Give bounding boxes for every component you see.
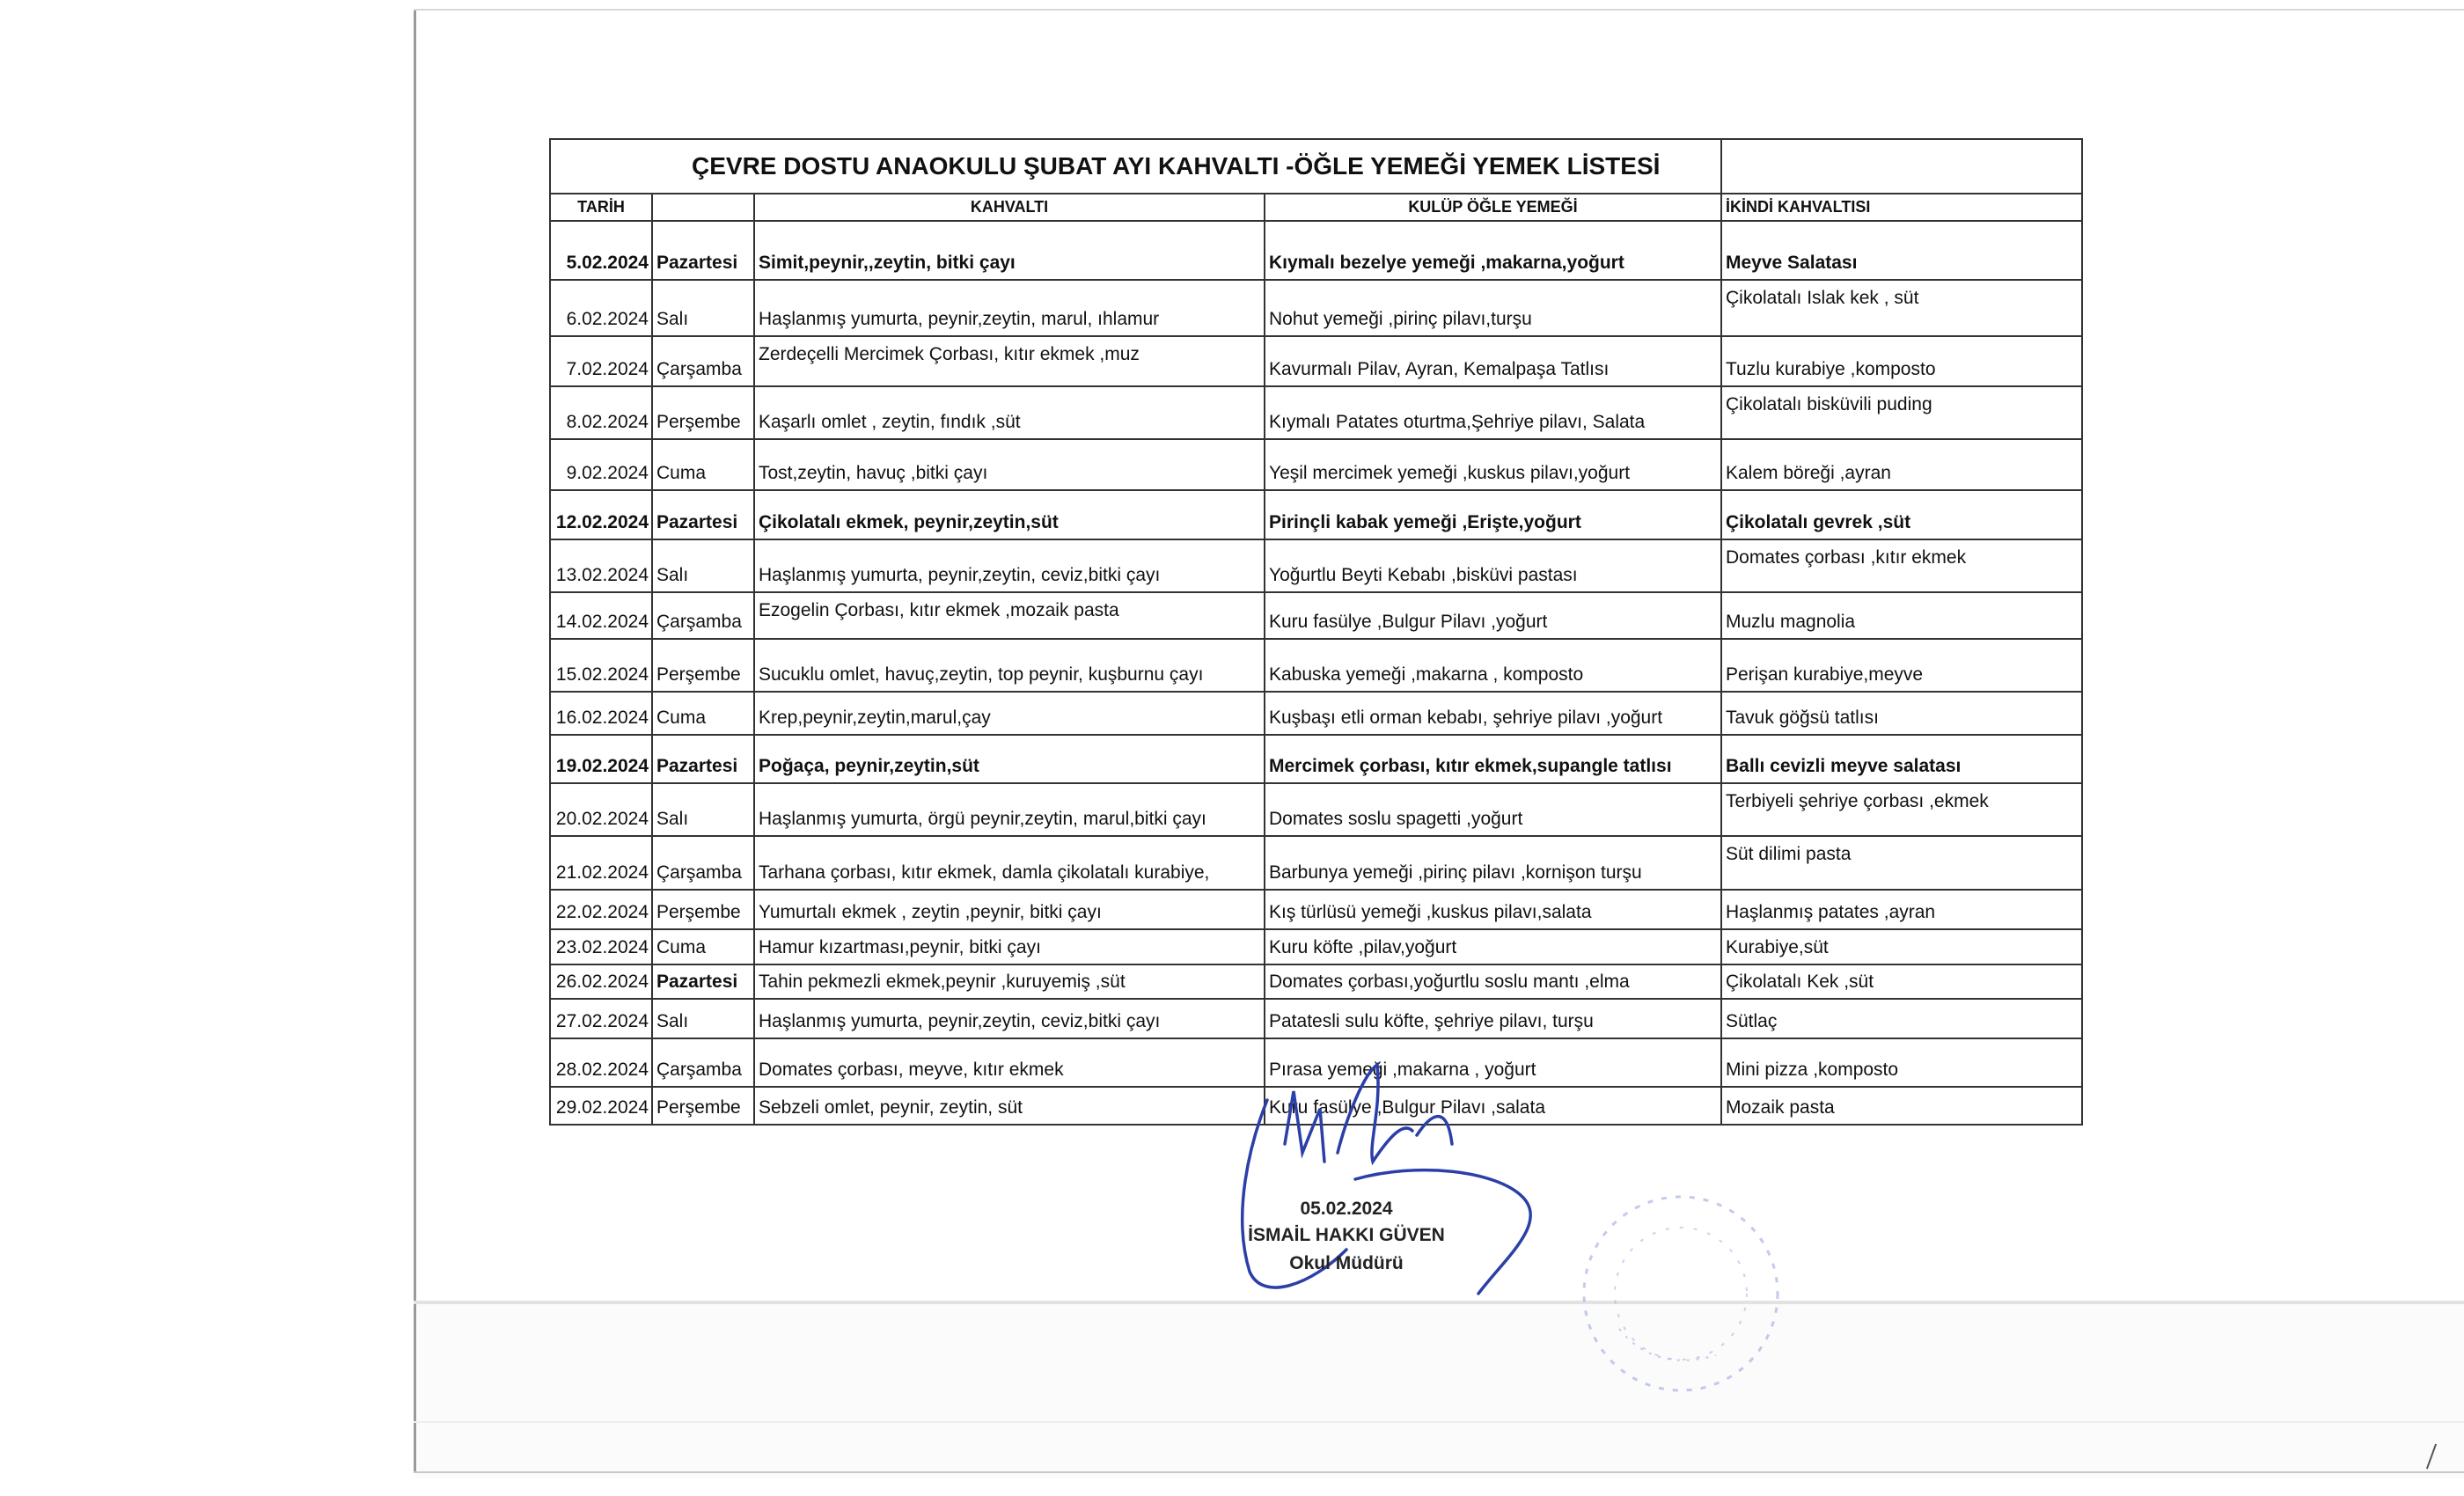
afternoon-cell: Kurabiye,süt [1721,929,2082,964]
lunch-cell: Pırasa yemeği ,makarna , yoğurt [1265,1038,1721,1087]
breakfast-cell: Hamur kızartması,peynir, bitki çayı [754,929,1265,964]
afternoon-cell: Domates çorbası ,kıtır ekmek [1721,539,2082,592]
date-cell: 8.02.2024 [550,386,652,439]
table-row [550,890,2082,929]
date-cell: 16.02.2024 [550,692,652,735]
afternoon-cell: Çikolatalı gevrek ,süt [1721,490,2082,539]
header-breakfast: KAHVALTI [754,194,1265,221]
date-cell: 26.02.2024 [550,964,652,999]
afternoon-cell: Sütlaç [1721,999,2082,1038]
afternoon-cell: Terbiyeli şehriye çorbası ,ekmek [1721,783,2082,836]
lunch-cell: Nohut yemeği ,pirinç pilavı,turşu [1265,280,1721,336]
breakfast-cell: Poğaça, peynir,zeytin,süt [754,735,1265,783]
afternoon-cell: Tavuk göğsü tatlısı [1721,692,2082,735]
date-cell: 6.02.2024 [550,280,652,336]
day-cell: Çarşamba [652,1038,754,1087]
page-bottom-shade [416,1304,2464,1478]
day-cell: Salı [652,999,754,1038]
day-cell: Cuma [652,929,754,964]
table-row [550,735,2082,783]
lunch-cell: Domates çorbası,yoğurtlu soslu mantı ,elma [1265,964,1721,999]
bottom-edge-line [414,1471,2464,1473]
date-cell: 21.02.2024 [550,836,652,890]
lunch-cell: Kıymalı bezelye yemeği ,makarna,yoğurt [1265,221,1721,280]
document-title: ÇEVRE DOSTU ANAOKULU ŞUBAT AYI KAHVALTI -ÖĞLE YEMEĞİ YEMEK LİSTESİ [550,139,1721,194]
bottom-line [414,1421,2464,1423]
breakfast-cell: Haşlanmış yumurta, örgü peynir,zeytin, marul,bitki çayı [754,783,1265,836]
lunch-cell: Pirinçli kabak yemeği ,Erişte,yoğurt [1265,490,1721,539]
lunch-cell: Kuru fasülye ,Bulgur Pilavı ,salata [1265,1087,1721,1125]
date-cell: 23.02.2024 [550,929,652,964]
table-row [550,964,2082,999]
breakfast-cell: Sebzeli omlet, peynir, zeytin, süt [754,1087,1265,1125]
breakfast-cell: Çikolatalı ekmek, peynir,zeytin,süt [754,490,1265,539]
afternoon-cell: Haşlanmış patates ,ayran [1721,890,2082,929]
breakfast-cell: Domates çorbası, meyve, kıtır ekmek [754,1038,1265,1087]
breakfast-cell: Kaşarlı omlet , zeytin, fındık ,süt [754,386,1265,439]
table-row [550,692,2082,735]
afternoon-cell: Meyve Salatası [1721,221,2082,280]
lunch-cell: Domates soslu spagetti ,yoğurt [1265,783,1721,836]
afternoon-cell: Süt dilimi pasta [1721,836,2082,890]
breakfast-cell: Haşlanmış yumurta, peynir,zeytin, ceviz,bitki çayı [754,999,1265,1038]
date-cell: 19.02.2024 [550,735,652,783]
scan-edge-top [414,9,2464,11]
afternoon-cell: Perişan kurabiye,meyve [1721,639,2082,692]
table-row [550,386,2082,439]
date-cell: 9.02.2024 [550,439,652,490]
signatory-title: Okul Müdürü [1289,1253,1404,1273]
lunch-cell: Kuru fasülye ,Bulgur Pilavı ,yoğurt [1265,592,1721,639]
day-cell: Çarşamba [652,592,754,639]
afternoon-cell: Muzlu magnolia [1721,592,2082,639]
school-stamp [1566,1179,1795,1408]
table-row [550,221,2082,280]
date-cell: 14.02.2024 [550,592,652,639]
afternoon-cell: Tuzlu kurabiye ,komposto [1721,336,2082,386]
header-day [652,194,754,221]
day-cell: Salı [652,783,754,836]
day-cell: Perşembe [652,1087,754,1125]
lunch-cell: Kuşbaşı etli orman kebabı, şehriye pilavı ,yoğurt [1265,692,1721,735]
date-cell: 12.02.2024 [550,490,652,539]
day-cell: Çarşamba [652,336,754,386]
date-cell: 7.02.2024 [550,336,652,386]
afternoon-cell: Çikolatalı Islak kek , süt [1721,280,2082,336]
day-cell: Pazartesi [652,735,754,783]
table-row [550,336,2082,386]
lunch-cell: Kuru köfte ,pilav,yoğurt [1265,929,1721,964]
date-cell: 27.02.2024 [550,999,652,1038]
breakfast-cell: Yumurtalı ekmek , zeytin ,peynir, bitki çayı [754,890,1265,929]
scan-edge-left [414,11,416,1471]
day-cell: Perşembe [652,639,754,692]
date-cell: 29.02.2024 [550,1087,652,1125]
date-cell: 22.02.2024 [550,890,652,929]
lunch-cell: Kabuska yemeği ,makarna , komposto [1265,639,1721,692]
breakfast-cell: Tost,zeytin, havuç ,bitki çayı [754,439,1265,490]
table-row [550,929,2082,964]
afternoon-cell: Mini pizza ,komposto [1721,1038,2082,1087]
day-cell: Perşembe [652,386,754,439]
day-cell: Cuma [652,439,754,490]
breakfast-cell: Krep,peynir,zeytin,marul,çay [754,692,1265,735]
day-cell: Pazartesi [652,964,754,999]
afternoon-cell: Çikolatalı Kek ,süt [1721,964,2082,999]
lunch-cell: Kavurmalı Pilav, Ayran, Kemalpaşa Tatlısı [1265,336,1721,386]
table-row [550,439,2082,490]
lunch-cell: Patatesli sulu köfte, şehriye pilavı, turşu [1265,999,1721,1038]
afternoon-cell: Çikolatalı bisküvili puding [1721,386,2082,439]
lunch-cell: Yeşil mercimek yemeği ,kuskus pilavı,yoğurt [1265,439,1721,490]
lunch-cell: Kıymalı Patates oturtma,Şehriye pilavı, Salata [1265,386,1721,439]
lunch-cell: Yoğurtlu Beyti Kebabı ,bisküvi pastası [1265,539,1721,592]
lunch-cell: Mercimek çorbası, kıtır ekmek,supangle tatlısı [1265,735,1721,783]
header-date: TARİH [550,194,652,221]
date-cell: 15.02.2024 [550,639,652,692]
table-row [550,280,2082,336]
day-cell: Pazartesi [652,490,754,539]
table-row [550,836,2082,890]
date-cell: 13.02.2024 [550,539,652,592]
breakfast-cell: Tahin pekmezli ekmek,peynir ,kuruyemiş ,süt [754,964,1265,999]
table-row [550,783,2082,836]
breakfast-cell: Simit,peynir,,zeytin, bitki çayı [754,221,1265,280]
day-cell: Pazartesi [652,221,754,280]
day-cell: Perşembe [652,890,754,929]
signatory-name: İSMAİL HAKKI GÜVEN [1248,1225,1445,1245]
date-cell: 20.02.2024 [550,783,652,836]
breakfast-cell: Tarhana çorbası, kıtır ekmek, damla çikolatalı kurabiye, [754,836,1265,890]
breakfast-cell: Haşlanmış yumurta, peynir,zeytin, ceviz,bitki çayı [754,539,1265,592]
table-row [550,592,2082,639]
breakfast-cell: Haşlanmış yumurta, peynir,zeytin, marul, ıhlamur [754,280,1265,336]
breakfast-cell: Sucuklu omlet, havuç,zeytin, top peynir, kuşburnu çayı [754,639,1265,692]
day-cell: Cuma [652,692,754,735]
date-cell: 5.02.2024 [550,221,652,280]
afternoon-cell: Kalem böreği ,ayran [1721,439,2082,490]
menu-table [549,138,2083,1126]
title-empty-cell [1721,139,2082,194]
header-lunch: KULÜP ÖĞLE YEMEĞİ [1265,194,1721,221]
table-row [550,999,2082,1038]
afternoon-cell: Ballı cevizli meyve salatası [1721,735,2082,783]
afternoon-cell: Mozaik pasta [1721,1087,2082,1125]
header-row [550,194,2082,221]
day-cell: Salı [652,280,754,336]
day-cell: Çarşamba [652,836,754,890]
breakfast-cell: Ezogelin Çorbası, kıtır ekmek ,mozaik pasta [754,592,1265,639]
lunch-cell: Kış türlüsü yemeği ,kuskus pilavı,salata [1265,890,1721,929]
day-cell: Salı [652,539,754,592]
signature-date: 05.02.2024 [1300,1199,1393,1219]
table-row [550,639,2082,692]
lunch-cell: Barbunya yemeği ,pirinç pilavı ,kornişon turşu [1265,836,1721,890]
table-row [550,539,2082,592]
date-cell: 28.02.2024 [550,1038,652,1087]
header-afternoon: İKİNDİ KAHVALTISI [1721,194,2082,221]
title-row [550,139,2082,194]
breakfast-cell: Zerdeçelli Mercimek Çorbası, kıtır ekmek ,muz [754,336,1265,386]
table-row [550,490,2082,539]
